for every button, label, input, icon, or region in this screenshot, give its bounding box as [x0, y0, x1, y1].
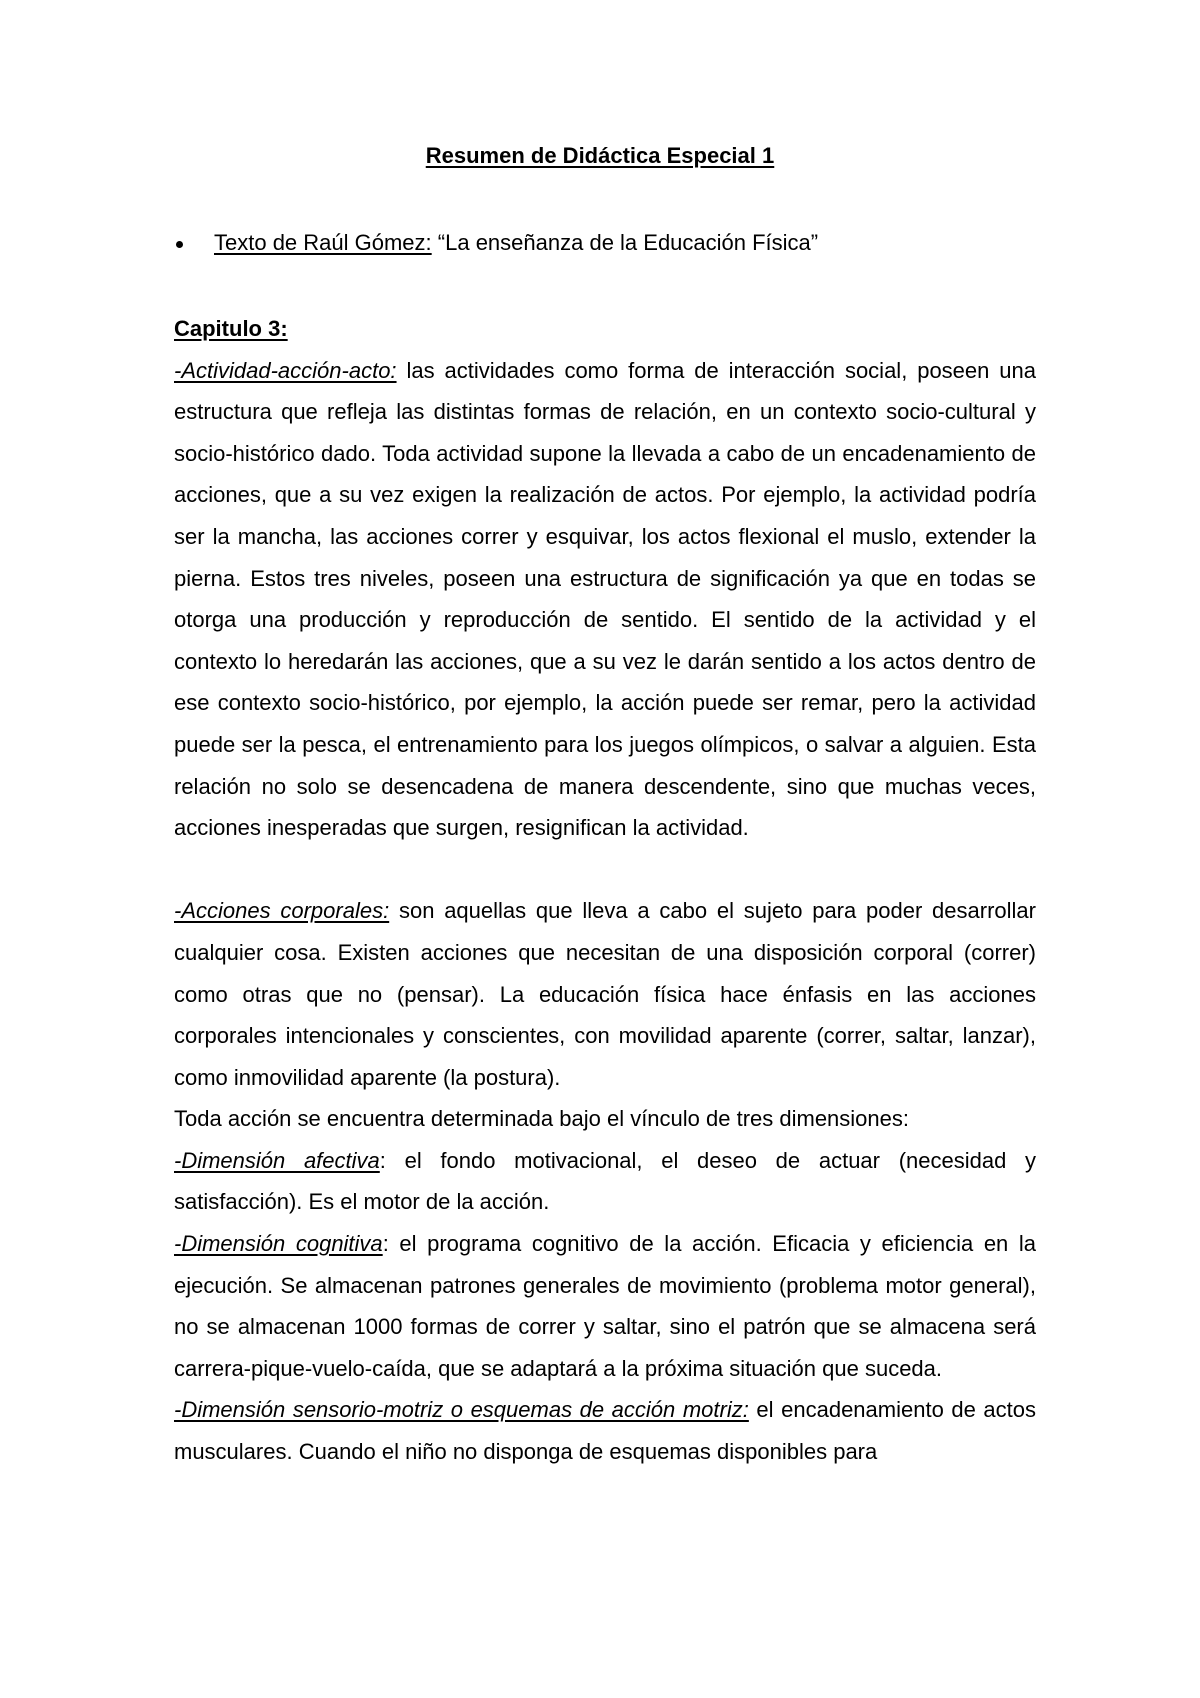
paragraph-actividad [174, 350, 1036, 849]
paragraph-cognitiva [174, 1223, 1036, 1389]
paragraph-gap [174, 849, 1036, 891]
term-acciones: -Acciones corporales: [174, 898, 390, 924]
term-afectiva: -Dimensión afectiva [174, 1147, 380, 1173]
term-sensorio-motriz: -Dimensión sensorio-motriz o esquemas de acción motriz: [174, 1397, 749, 1423]
document-title: Resumen de Didáctica Especial 1 [425, 143, 775, 168]
source-title: “La enseñanza de la Educación Física” [431, 230, 819, 255]
term-actividad: -Actividad-acción-acto: [174, 357, 397, 383]
paragraph-acciones [174, 890, 1036, 1098]
paragraph-sensorio-motriz [174, 1389, 1036, 1472]
paragraph-afectiva [174, 1140, 1036, 1223]
text-afectiva: : el fondo motivacional, el deseo de actuar (necesidad y satisfacción). Es el motor de la acción. [174, 1147, 1037, 1215]
text-sensorio-motriz: el encadenamiento de actos musculares. Cuando el niño no disponga de esquemas disponibles para [174, 1397, 1036, 1465]
source-bullet [214, 230, 818, 256]
bullet-icon [176, 241, 183, 248]
chapter-heading: Capitulo 3: [174, 316, 288, 341]
paragraph-dimensiones-intro [174, 1098, 1036, 1140]
text-actividad: las actividades como forma de interacción social, poseen una estructura que refleja las distintas formas de relación, en un contexto socio-cultural y socio-histórico dado. Toda actividad supone la llevada a cabo de un encadenamiento de acciones, que a su vez exigen la realización de actos. Por ejemplo, la actividad podría ser la mancha, las acciones correr y esquivar, los actos flexional el muslo, extender la pierna. Estos tres niveles, poseen una estructura de significación ya que en todas se otorga una producción y reproducción de sentido. El sentido de la actividad y el contexto lo heredarán las acciones, que a su vez le darán sentido a los actos dentro de ese contexto socio-histórico, por ejemplo, la acción puede ser remar, pero la actividad puede ser la pesca, el entrenamiento para los juegos olímpicos, o salvar a alguien. Esta relación no solo se desencadena de manera descendente, sino que muchas veces, acciones inesperadas que surgen, resignifican la actividad. [174, 357, 1036, 841]
term-cognitiva: -Dimensión cognitiva [174, 1231, 383, 1257]
text-dimensiones-intro: Toda acción se encuentra determinada bajo el vínculo de tres dimensiones: [174, 1106, 910, 1132]
text-acciones: son aquellas que lleva a cabo el sujeto para poder desarrollar cualquier cosa. Existen acciones que necesitan de una disposición corporal (correr) como otras que no (pensar). La educación física hace énfasis en las acciones corporales intencionales y conscientes, con movilidad aparente (correr, saltar, lanzar), como inmovilidad aparente (la postura). [174, 898, 1036, 1090]
document-body [174, 308, 1036, 1473]
source-author: Texto de Raúl Gómez: [214, 230, 432, 255]
text-cognitiva: : el programa cognitivo de la acción. Eficacia y eficiencia en la ejecución. Se almacenan patrones generales de movimiento (problema motor general), no se almacenan 1000 formas de correr y saltar, sino el patrón que se almacena será carrera-pique-vuelo-caída, que se adaptará a la próxima situación que suceda. [174, 1231, 1036, 1381]
